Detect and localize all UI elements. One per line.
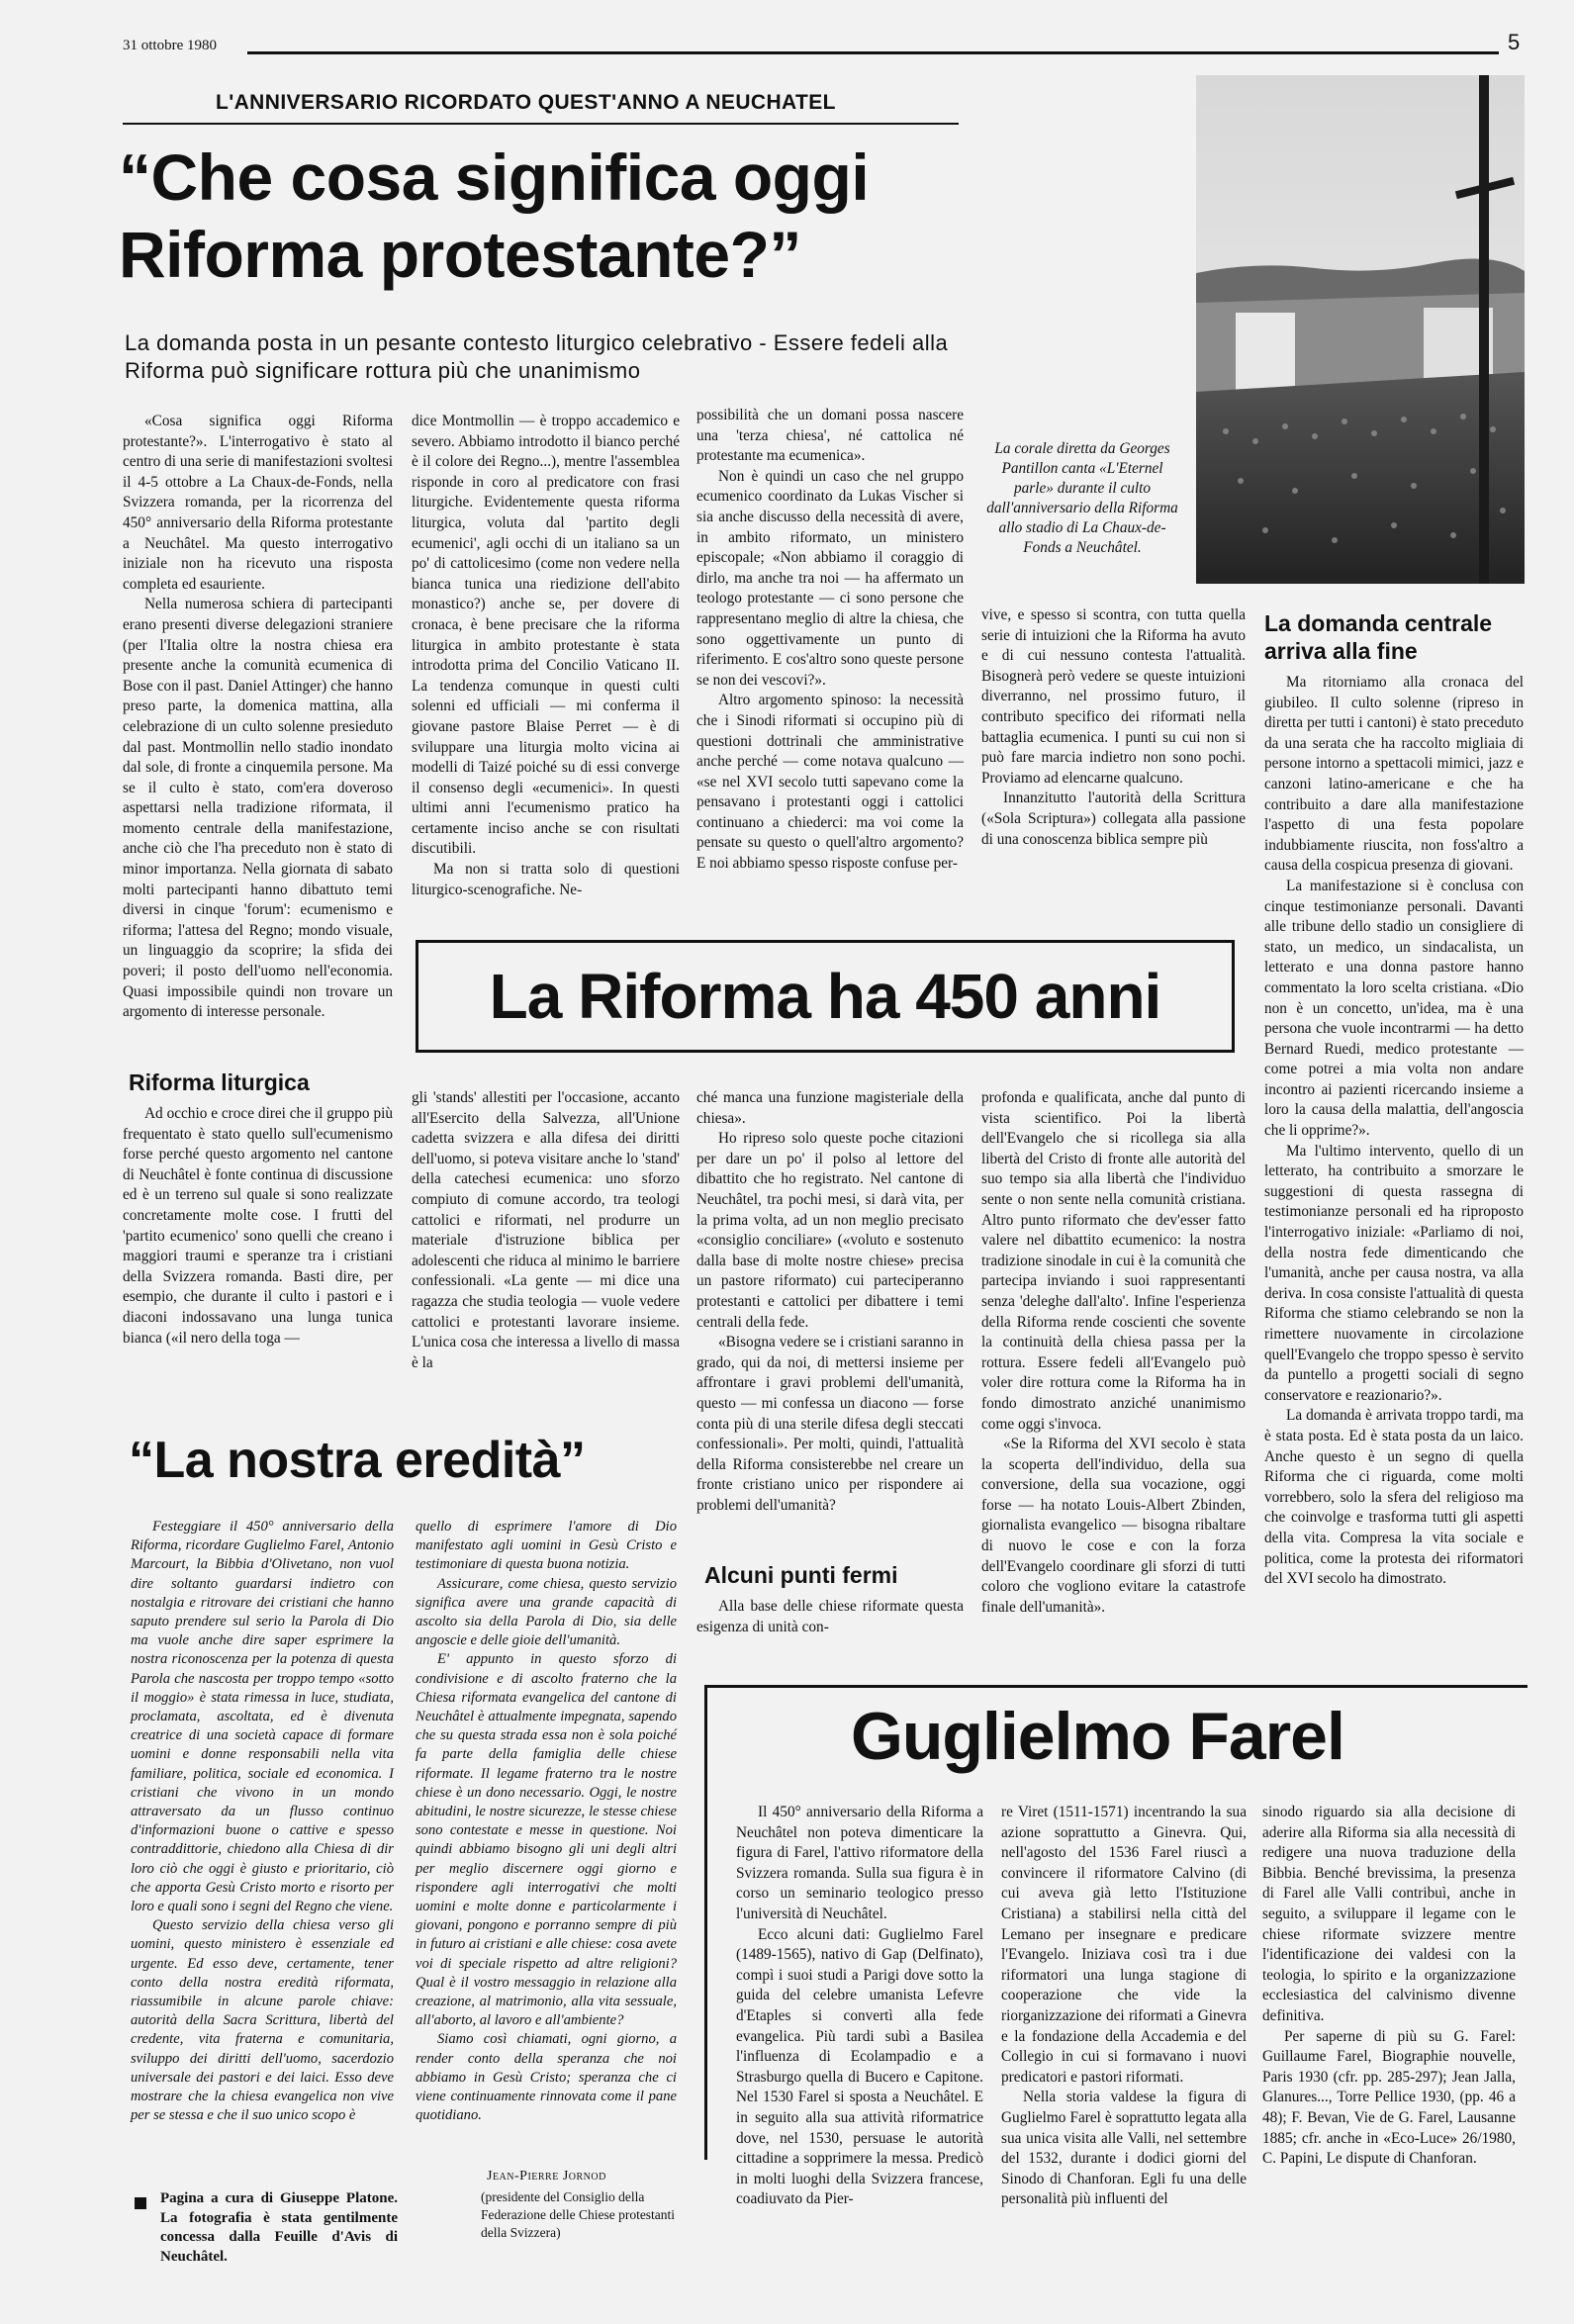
paragraph: E' appunto in questo sforzo di condivisione e di ascolto fraterno che la Chiesa riformata evangelica del cantone di Neuchâtel è attualmente impegnata, sapendo che su questa strada essa non è sola poiché fa parte della famiglia delle chiese riformate. Il legame fraterno tra le nostre chiese è un dono necessario. Oggi, le nostre abitudini, le nostre sicurezze, le stesse chiese sono contestate e messe in questione. Noi quindi abbiamo bisogno gli uni degli altri per meglio discernere oggi giorno e rispondere agli interrogativi che molti uomini e molte donne e particolarmente i giovani, pongono e porranno sempre di più in futuro ai cristiani e alle chiese: cosa avete voi di speciale rispetto ad altre religioni? Qual è il vostro messaggio in relazione alla creazione, al matrimonio, alla vita sessuale, all'aborto, al lavoro e all'ambiente? xyxy=(416,1651,677,2029)
photo-caption: La corale diretta da Georges Pantillon canta «L'Eternel parle» durante il culto dall'anniversario della Riforma allo stadio di La Chaux-de-Fonds a Neuchâtel. xyxy=(986,440,1178,556)
article-col3 xyxy=(696,406,964,875)
eredita-col1 xyxy=(131,1518,394,2126)
paragraph: «Bisogna vedere se i cristiani saranno in grado, qui da noi, di mettersi insieme per affrontare i gravi problemi dell'umanità, questo — mi confessa un diacono — forse conta più di una sterile difesa degli steccati confessionali». Per molti, quindi, l'attualità della Riforma consisterebbe nel creare un fronte cristiano unico per rispondere ai problemi dell'umanità? xyxy=(696,1334,964,1514)
article-col1 xyxy=(123,412,393,1023)
paragraph: re Viret (1511-1571) incentrando la sua azione soprattutto a Ginevra. Qui, nell'agosto del 1536 Farel riuscì a convincere il riformatore Calvino (di cui aveva già letto l'Istituzione Cristiana) a stabilirsi nella città del Lemano per insegnare e predicare l'Evangelo. Iniziava così tra i due riformatori una lunga stagione di cooperazione che vide la riorganizzazione dei riformati a Ginevra e la fondazione della Accademia e del Collegio in cui si formavano i nuovi predicatori e pastori riformati. xyxy=(1001,1804,1247,2086)
farel-col3 xyxy=(1262,1803,1516,2170)
article-col2 xyxy=(412,412,680,900)
paragraph: Il 450° anniversario della Riforma a Neuchâtel non poteva dimenticare la figura di Farel, l'attivo riformatore della Svizzera romanda. Sulla sua figura è in corso un seminario teologico presso l'università di Neuchâtel. xyxy=(736,1804,983,1922)
paragraph: Non è quindi un caso che nel gruppo ecumenico coordinato da Lukas Vischer si sia anche discusso della necessità di avere, in ambito riformato, un ministero episcopale; «Non abbiamo il coraggio di dirlo, ma anche tra noi — ha affermato un teologo protestante — ci sono persone che rappresentano meglio di altre la chiesa, che sono oggettivamente un punto di riferimento. E cos'altro sono queste persone se non dei vescovi?». xyxy=(696,467,964,689)
paragraph: Assicurare, come chiesa, questo servizio significa avere una grande capacità di ascolto sia della Parola di Dio, sia delle angoscie e delle gioie dell'umanità. xyxy=(416,1575,677,1649)
page-date: 31 ottobre 1980 xyxy=(123,38,217,53)
main-title xyxy=(119,139,979,293)
col5-heading: La domanda centrale arriva alla fine xyxy=(1264,610,1493,664)
paragraph: Questo servizio della chiesa verso gli uomini, questo ministero è essenziale ed urgente. Ed esso deve, certamente, tener conto della nostra eredità riformata, riassumibile in alcune parole chiave: autorità della Sacra Scrittura, libertà del credente, vita fraterna e comunitaria, sviluppo dei diritti dell'uomo, sacerdozio universale dei pastori e dei laici. Esso deve mostrare che la chiesa evangelica non vive per se stessa e che il suo unico scopo è xyxy=(131,1917,394,2124)
header-rule xyxy=(247,51,1499,54)
banner-450 xyxy=(416,940,1235,1053)
paragraph: Nella storia valdese la figura di Guglielmo Farel è soprattutto legata alla sua unica visita alle Valli, nel settembre del 1532, durante i dodici giorni del Sinodo di Chanforan. Egli fu una delle personalità più influenti del xyxy=(1001,2089,1247,2208)
paragraph: La manifestazione si è conclusa con cinque testimonianze personali. Davanti alle tribune dello stadio un consigliere di stato, un medico, un sindacalista, un letterato e una donna pastore hanno commentato la loro scelta cristiana. «Dio non è un concetto, un'idea, ma è una persona che vuole incontrarmi — ha detto Bernard Ruedi, medico protestante — come potrei a mia volta non andare incontro ai pazienti ricercando insieme a loro la causa della malattia, dell'angoscia che li opprime?». xyxy=(1264,877,1524,1140)
stadium-photo xyxy=(1196,75,1525,584)
credits: Pagina a cura di Giuseppe Platone. La fotografia è stata gentilmente concessa dalla Feuille d'Avis di Neuchâtel. xyxy=(160,2190,398,2265)
article-col4 xyxy=(981,605,1246,850)
alcuni-punti-heading: Alcuni punti fermi xyxy=(704,1562,898,1588)
paragraph: «Se la Riforma del XVI secolo è stata la scoperta dell'individuo, della sua conversione, della sua vocazione, oggi forse — ha notato Louis-Albert Zbinden, giornalista evangelico — bisogna ribaltare di nuovo le cose e con la forza dell'Evangelo coordinare gli sforzi di tutti coloro che vogliono evitare la catastrofe finale dell'umanità». xyxy=(981,1436,1246,1616)
riforma-liturgica-col xyxy=(123,1104,393,1348)
paragraph: Per saperne di più su G. Farel: Guillaume Farel, Biographie nouvelle, Paris 1930 (cfr. pp. 285-297); Jean Jalla, Glanures..., Torre Pellice 1930, (pp. 46 a 48); F. Bevan, Vie de G. Farel, Lausanne 1885; cfr. anche in «Eco-Luce» 26/1980, C. Papini, Le dispute di Chanforan. xyxy=(1262,2027,1516,2168)
eredita-col2 xyxy=(416,1518,677,2126)
paragraph: quello di esprimere l'amore di Dio manifestato agli uomini in Gesù Cristo e testimoniare di questa buona notizia. xyxy=(416,1519,677,1573)
paragraph: Ecco alcuni dati: Guglielmo Farel (1489-1565), nativo di Gap (Delfinato), compì i suoi studi a Parigi dove sotto la guida del celebre umanista Lefevre d'Etaples si convertì alla fede evangelica. Più tardi subì a Basilea l'influenza di Ecolampadio e a Strasburgo quella di Bucero e Capitone. Nel 1530 Farel si sposta a Neuchâtel. E in seguito alla sua attività riformatrice dove, nel 1530, persuase le autorità cittadine a sopprimere la messa. Predicò in molti luoghi della Svizzera francese, coadiuvato da Pier- xyxy=(736,1925,983,2208)
paragraph: Ma ritorniamo alla cronaca del giubileo. Il culto solenne (ripreso in diretta per tutti i cantoni) è stato preceduto da una serata che ha raccolto migliaia di persone intorno a spettacoli mimici, jazz e canzoni latino-americane e che ha contribuito a dare alla manifestazione l'aspetto di una festa popolare indubbiamente riuscita, non foss'altro a causa della cospicua presenza di giovani. xyxy=(1264,674,1524,875)
paragraph: possibilità che un domani possa nascere una 'terza chiesa', né cattolica né protestante ma ecumenica». xyxy=(696,407,964,465)
stadium-photo-image xyxy=(1196,75,1525,584)
paragraph: Altro argomento spinoso: la necessità che i Sinodi riformati si occupino più di questioni dottrinali che amministrative anche perché — come notava qualcuno — «se nel XVI secolo tutti sapevano come la pensavano i protestanti oggi i cattolici continuano a chiederci: ma voi come la pensate su questo o quell'altro argomento? E noi abbiamo spesso risposte confuse per- xyxy=(696,692,964,873)
farel-title: Guglielmo Farel xyxy=(851,1699,1344,1774)
riforma-liturgica-heading: Riforma liturgica xyxy=(129,1069,310,1095)
mid-col3 xyxy=(696,1088,964,1516)
paragraph: dice Montmollin — è troppo accademico e severo. Abbiamo introdotto il bianco perché è il colore dei Regno...), mentre l'assemblea risponde in coro al predicatore con frasi liturgiche. Evidentemente questa riforma liturgica, voluta dal 'partito degli ecumenici', agli occhi di un italiano sa un po' di cattolicesimo (come non vedere nella bianca tunica una riedizione dell'abito monastico?) anche se, per dovere di cronaca, è bene precisare che la riforma liturgica in ambito protestante è stata introdotta prima del Concilio Vaticano II. La tendenza comunque in questi culti solenni ed ufficiali — mi conferma il giovane pastore Blaise Perret — è di sviluppare una liturgia molto vicina ai modelli di Taizé poiché su di essi converge il consenso degli «ecumenici». In questi ultimi anni l'ecumenismo pratico ha certamente inciso anche se con risultati discutibili. xyxy=(412,413,680,858)
kicker-rule xyxy=(123,123,959,125)
paragraph: gli 'stands' allestiti per l'occasione, accanto all'Esercito della Salvezza, all'Unione cadetta svizzera e alla difesa dei diritti dell'uomo, si poteva visitare anche lo 'stand' della catechesi ecumenica: uno sforzo compiuto di comune accordo, tra teologi cattolici e riformati, nel produrre un materiale d'istruzione biblica per adolescenti che riduca al minimo le barriere confessionali. «La gente — mi dice una ragazza che studia teologia — vuole vedere cattolici e protestanti lavorare insieme. L'unica cosa che interessa a livello di massa è la xyxy=(412,1089,680,1371)
paragraph: Ad occhio e croce direi che il gruppo più frequentato è stato quello sull'ecumenismo forse perché questo argomento nel cantone di Neuchâtel è fonte continua di discussione ed è un terreno sul quale si sono realizzate concretamente molte cose. I frutti del 'partito ecumenico' sono quelli che creano i maggiori traumi e speranze tra i cristiani della Svizzera romanda. Basti dire, per esempio, che durante il culto i pastori e i diaconi indossavano una lunga tunica bianca («il nero della toga — xyxy=(123,1105,393,1347)
paragraph: sinodo riguardo sia alla decisione di aderire alla Riforma sia alla necessità di redigere una nuova traduzione della Bibbia. Benché brevissima, la presenza di Farel alle Valli contribuì, anche in seguito, a sviluppare il legame con le chiese riformate svizzere mentre l'identificazione dei valdesi con la teologia, lo spirito e la organizzazione ecclesiastica del calvinismo divenne definitiva. xyxy=(1262,1804,1516,2024)
main-title-line2: Riforma protestante?” xyxy=(119,218,801,291)
paragraph: Innanzitutto l'autorità della Scrittura («Sola Scriptura») collegata alla passione di una conoscenza biblica sempre più xyxy=(981,790,1246,848)
paragraph: Ho ripreso solo queste poche citazioni per dare un po' il polso al lettore del dibattito che ho registrato. Nel cantone di Neuchâtel, tra pochi mesi, si darà vita, per la prima volta, ad un non meglio precisato «consiglio conciliare» («voluto e sostenuto dalla base di molte nostre chiese» precisa un pastore riformato) cui parteciperanno protestanti e cattolici per dibattere i temi centrali della fede. xyxy=(696,1130,964,1331)
eredita-signature-note: (presidente del Consiglio della Federazione delle Chiese protestanti della Svizzera) xyxy=(481,2189,676,2240)
main-title-line1: “Che cosa significa oggi xyxy=(119,140,870,214)
farel-col2 xyxy=(1001,1803,1247,2210)
paragraph: Alla base delle chiese riformate questa esigenza di unità con- xyxy=(696,1598,964,1635)
paragraph: «Cosa significa oggi Riforma protestante?». L'interrogativo è stato al centro di una serie di manifestazioni svoltesi il 4-5 ottobre a La Chaux-de-Fonds, nella Svizzera romanda, per la ricorrenza del 450° anniversario della Riforma protestante a Neuchâtel. Ma questo interrogativo iniziale non ha ricevuto una risposta completa ed esauriente. xyxy=(123,413,393,593)
farel-col1 xyxy=(736,1803,983,2210)
mid-col4 xyxy=(981,1088,1246,1618)
subtitle: La domanda posta in un pesante contesto liturgico celebrativo - Essere fedeli alla Riforma può significare rottura più che unanimismo xyxy=(125,330,949,383)
paragraph: Ma non si tratta solo di questioni liturgico-scenografiche. Ne- xyxy=(412,861,680,898)
paragraph: Siamo così chiamati, ogni giorno, a render conto della speranza che noi abbiamo in Gesù Cristo; speranza che ci viene continuamente rinnovata come il pane quotidiano. xyxy=(416,2031,677,2124)
paragraph: profonda e qualificata, anche dal punto di vista scientifico. Poi la libertà dell'Evangelo che si ricollega sia alla libertà del Cristo di fronte alle autorità del suo tempo sia alla libertà che l'individuo sente o non sente nella comunità cristiana. Altro punto riformato che dev'esser fatto valere nel dibattito ecumenico: la nostra tradizione sinodale in cui è la comunità che partecipa inviando i suoi rappresentanti senza 'deleghe dall'alto'. Infine l'esperienza della Riforma rende coscienti che sovente la continuità della chiesa passa per la rottura. Essere fedeli all'Evangelo può voler dire rottura come la Riforma ha in fondo dimostrato anziché unanimismo come oggi s'invoca. xyxy=(981,1089,1246,1433)
kicker: L'ANNIVERSARIO RICORDATO QUEST'ANNO A NEUCHATEL xyxy=(216,91,836,114)
credits-bullet xyxy=(135,2197,146,2209)
paragraph: Festeggiare il 450° anniversario della Riforma, ricordare Guglielmo Farel, Antonio Marcourt, la Bibbia d'Olivetano, non vuol dire soltanto guardarsi indietro con nostalgia e ritrovare dei cristiani che hanno saputo prendere sul serio la Parola di Dio ma vuole anche dire saper esprimere la nostra riconoscenza per la potenza di questa Parola che nascosta per troppo tempo «sotto il moggio» è stata rimessa in luce, studiata, proclamata, ascoltata, ed è divenuta creatrice di una società capace di formare uomini e donne responsabili nella vita familiare, politica, sociale ed economica. I cristiani che vivono in un mondo attraversato da un flusso continuo d'informazioni buone o cattive e spesso contraddittorie, chiedono alla Chiesa di dir loro ciò che oggi è giusto e prioritario, ciò che apporta Gesù Cristo morto e risorto per loro e quali sono i segni del Regno che viene. xyxy=(131,1519,394,1915)
eredita-title: “La nostra eredità” xyxy=(129,1432,586,1489)
paragraph: La domanda è arrivata troppo tardi, ma è stata posta. Ed è stata posta da un laico. Anche questo è un segno di quella Riforma che ci riguarda, come molti vorrebbero, solo la sfera del religioso ma che coinvolge e trasforma tutti gli aspetti della vita. Compresa la vita sociale e politica, come la protesta dei riformatori del XVI secolo ha dimostrato. xyxy=(1264,1407,1524,1588)
paragraph: vive, e spesso si scontra, con tutta quella serie di intuizioni che la Riforma ha avuto e di cui nessuno contesta l'attualità. Bisognerà però vedere se queste intuizioni diverranno, nel prossimo futuro, il contributo specifico dei riformati nella battaglia ecumenica. I punti su cui non si può fare marcia indietro non sono pochi. Proviamo ad elencarne qualcuno. xyxy=(981,606,1246,787)
paragraph: Nella numerosa schiera di partecipanti erano presenti diverse delegazioni straniere (per l'Italia oltre la nostra chiesa era presente anche la comunità ecumenica di Bose con il past. Daniel Attinger) che hanno preso parte, la domenica mattina, alla celebrazione di un culto solenne presieduto dal past. Montmollin nello stadio inondato dal sole, di fronte a cinquemila persone. Ma se il culto è stato, com'era doveroso aspettarsi nella tradizione riformata, il momento centrale della manifestazione, anche ciò che l'ha preceduto non è stato di minor importanza. Nella giornata di sabato molti partecipanti hanno dibattuto temi diversi in cinque 'forum': ecumenismo e riforma; l'attesa del Regno; mondo visuale, un linguaggio da scoprire; la sfida dei poveri; il posto dell'uomo nell'economia. Quasi impossibile quindi non trovare un argomento di interesse personale. xyxy=(123,596,393,1021)
banner-450-text: La Riforma ha 450 anni xyxy=(489,961,1161,1032)
page-number: 5 xyxy=(1508,30,1521,54)
eredita-signature: Jean-Pierre Jornod xyxy=(487,2169,606,2184)
mid-col2 xyxy=(412,1088,680,1373)
paragraph: Ma l'ultimo intervento, quello di un letterato, ha contribuito a smorzare le suggestioni di questa rassegna di testimonianze personali ed ha riproposto l'interrogativo iniziale: «Parliamo di noi, della nostra fede dimenticando che l'umanità, anche per causa nostra, va alla deriva. In cosa consiste l'attualità di questa Riforma che stiamo celebrando se non la rimettere nuovamente in circolazione quell'Evangelo che troppo spesso è servito da puntello a progetti sociali di segno conservatore e reazionario?». xyxy=(1264,1142,1524,1404)
article-col5 xyxy=(1264,673,1524,1590)
paragraph: ché manca una funzione magisteriale della chiesa». xyxy=(696,1089,964,1127)
alcuni-col xyxy=(696,1597,964,1637)
